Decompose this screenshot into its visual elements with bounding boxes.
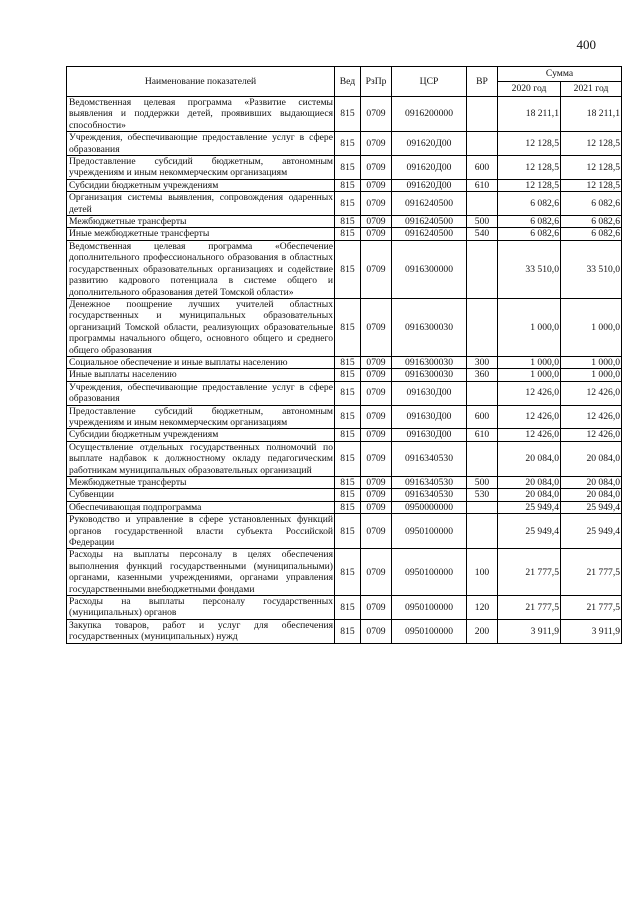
table-row [67, 298, 622, 356]
cell-rzpr: 0709 [361, 179, 392, 191]
cell-rzpr: 0709 [361, 240, 392, 298]
table-row [67, 514, 622, 549]
cell-vr: 100 [467, 549, 498, 596]
header-row [67, 67, 622, 82]
cell-name: Осуществление отдельных государственных полномочий по выплате надбавок к должностному окладу педагогическим работникам муниципальных образовательных организаций [67, 441, 335, 476]
table-row [67, 228, 622, 240]
cell-name: Межбюджетные трансферты [67, 477, 335, 489]
cell-csr: 0916300030 [392, 298, 467, 356]
cell-vr [467, 441, 498, 476]
cell-vr: 300 [467, 356, 498, 368]
cell-csr: 0916300000 [392, 240, 467, 298]
table-row [67, 132, 622, 156]
table-row [67, 549, 622, 596]
cell-rzpr: 0709 [361, 228, 392, 240]
cell-csr: 0916340530 [392, 441, 467, 476]
table-row [67, 216, 622, 228]
cell-rzpr: 0709 [361, 441, 392, 476]
cell-rzpr: 0709 [361, 216, 392, 228]
cell-name: Иные межбюджетные трансферты [67, 228, 335, 240]
cell-2020: 20 084,0 [498, 441, 561, 476]
cell-name: Субсидии бюджетным учреждениям [67, 179, 335, 191]
cell-name: Закупка товаров, работ и услуг для обеспечения государственных (муниципальных) нужд [67, 619, 335, 643]
cell-csr: 0950000000 [392, 501, 467, 513]
cell-ved: 815 [335, 596, 361, 620]
cell-vr [467, 192, 498, 216]
cell-name: Иные выплаты населению [67, 369, 335, 381]
cell-csr: 091630Д00 [392, 405, 467, 429]
cell-2020: 33 510,0 [498, 240, 561, 298]
cell-rzpr: 0709 [361, 501, 392, 513]
cell-ved: 815 [335, 441, 361, 476]
cell-csr: 091620Д00 [392, 156, 467, 180]
cell-2020: 12 426,0 [498, 381, 561, 405]
cell-csr: 0916240500 [392, 228, 467, 240]
cell-name: Ведомственная целевая программа «Обеспечение дополнительного профессионального образования в областных государственных образовательных организациях и содействие развитию кадрового потенциала в системе общего и дополнительного образования детей Томской области» [67, 240, 335, 298]
cell-rzpr: 0709 [361, 429, 392, 441]
cell-rzpr: 0709 [361, 619, 392, 643]
cell-2021: 20 084,0 [561, 477, 622, 489]
cell-vr: 500 [467, 477, 498, 489]
cell-ved: 815 [335, 549, 361, 596]
cell-2021: 6 082,6 [561, 228, 622, 240]
header-2020: 2020 год [498, 82, 561, 97]
cell-ved: 815 [335, 156, 361, 180]
cell-rzpr: 0709 [361, 381, 392, 405]
cell-2021: 25 949,4 [561, 501, 622, 513]
cell-vr [467, 501, 498, 513]
cell-ved: 815 [335, 381, 361, 405]
cell-2021: 1 000,0 [561, 356, 622, 368]
cell-vr: 600 [467, 156, 498, 180]
cell-name: Руководство и управление в сфере установленных функций органов государственной власти субъекта Российской Федерации [67, 514, 335, 549]
cell-csr: 091630Д00 [392, 429, 467, 441]
header-name: Наименование показателей [67, 67, 335, 97]
cell-ved: 815 [335, 216, 361, 228]
cell-2021: 25 949,4 [561, 514, 622, 549]
cell-2021: 6 082,6 [561, 216, 622, 228]
cell-rzpr: 0709 [361, 132, 392, 156]
cell-ved: 815 [335, 298, 361, 356]
cell-2020: 1 000,0 [498, 369, 561, 381]
cell-csr: 0916300030 [392, 356, 467, 368]
cell-2020: 6 082,6 [498, 216, 561, 228]
cell-ved: 815 [335, 132, 361, 156]
header-ved: Вед [335, 67, 361, 97]
cell-2021: 3 911,9 [561, 619, 622, 643]
cell-rzpr: 0709 [361, 489, 392, 501]
table-row [67, 477, 622, 489]
cell-csr: 0950100000 [392, 549, 467, 596]
cell-ved: 815 [335, 369, 361, 381]
table-row [67, 369, 622, 381]
cell-2021: 12 426,0 [561, 429, 622, 441]
table-row [67, 441, 622, 476]
cell-2020: 1 000,0 [498, 356, 561, 368]
cell-2020: 21 777,5 [498, 596, 561, 620]
cell-ved: 815 [335, 228, 361, 240]
cell-ved: 815 [335, 240, 361, 298]
table-row [67, 192, 622, 216]
cell-rzpr: 0709 [361, 369, 392, 381]
cell-2021: 18 211,1 [561, 97, 622, 132]
cell-vr [467, 240, 498, 298]
cell-ved: 815 [335, 192, 361, 216]
cell-2020: 6 082,6 [498, 192, 561, 216]
cell-2020: 21 777,5 [498, 549, 561, 596]
budget-table [66, 66, 622, 644]
cell-vr [467, 381, 498, 405]
cell-2021: 1 000,0 [561, 369, 622, 381]
cell-ved: 815 [335, 179, 361, 191]
cell-name: Расходы на выплаты персоналу государственных (муниципальных) органов [67, 596, 335, 620]
cell-rzpr: 0709 [361, 549, 392, 596]
cell-2021: 21 777,5 [561, 596, 622, 620]
cell-csr: 0916240500 [392, 216, 467, 228]
cell-csr: 091620Д00 [392, 179, 467, 191]
cell-csr: 0916240500 [392, 192, 467, 216]
cell-name: Расходы на выплаты персоналу в целях обеспечения выполнения функций государственными (муниципальными) органами, казенными учреждениями, органами управления государственными внебюджетными фондами [67, 549, 335, 596]
table-body [67, 97, 622, 644]
cell-2021: 20 084,0 [561, 441, 622, 476]
cell-rzpr: 0709 [361, 477, 392, 489]
cell-csr: 0916200000 [392, 97, 467, 132]
cell-vr [467, 132, 498, 156]
cell-2020: 12 426,0 [498, 429, 561, 441]
cell-2021: 20 084,0 [561, 489, 622, 501]
cell-2021: 12 426,0 [561, 405, 622, 429]
cell-name: Субвенции [67, 489, 335, 501]
table-row [67, 489, 622, 501]
cell-csr: 0916340530 [392, 477, 467, 489]
cell-rzpr: 0709 [361, 356, 392, 368]
cell-2021: 6 082,6 [561, 192, 622, 216]
cell-name: Учреждения, обеспечивающие предоставление услуг в сфере образования [67, 381, 335, 405]
table-row [67, 405, 622, 429]
cell-vr: 500 [467, 216, 498, 228]
cell-ved: 815 [335, 514, 361, 549]
cell-rzpr: 0709 [361, 514, 392, 549]
cell-name: Денежное поощрение лучших учителей областных государственных и муниципальных образовательных организаций Томской области, реализующих образовательные программы начального общего, основного общего и среднего общего образования [67, 298, 335, 356]
page-number: 400 [576, 37, 596, 52]
cell-2021: 12 128,5 [561, 179, 622, 191]
cell-2021: 21 777,5 [561, 549, 622, 596]
table-row [67, 381, 622, 405]
header-vr: ВР [467, 67, 498, 97]
cell-csr: 091620Д00 [392, 132, 467, 156]
cell-rzpr: 0709 [361, 596, 392, 620]
cell-csr: 0950100000 [392, 514, 467, 549]
header-2021: 2021 год [561, 82, 622, 97]
cell-name: Субсидии бюджетным учреждениям [67, 429, 335, 441]
cell-vr: 610 [467, 179, 498, 191]
cell-name: Ведомственная целевая программа «Развитие системы выявления и поддержки детей, проявивших выдающиеся способности» [67, 97, 335, 132]
cell-ved: 815 [335, 477, 361, 489]
cell-name: Межбюджетные трансферты [67, 216, 335, 228]
cell-name: Предоставление субсидий бюджетным, автономным учреждениям и иным некоммерческим организациям [67, 156, 335, 180]
cell-rzpr: 0709 [361, 97, 392, 132]
cell-2020: 12 128,5 [498, 132, 561, 156]
cell-vr: 530 [467, 489, 498, 501]
header-csr: ЦСР [392, 67, 467, 97]
cell-vr [467, 97, 498, 132]
cell-csr: 0916340530 [392, 489, 467, 501]
table-row [67, 429, 622, 441]
cell-rzpr: 0709 [361, 156, 392, 180]
cell-vr: 120 [467, 596, 498, 620]
cell-2020: 12 128,5 [498, 156, 561, 180]
cell-name: Обеспечивающая подпрограмма [67, 501, 335, 513]
cell-name: Организация системы выявления, сопровождения одаренных детей [67, 192, 335, 216]
cell-2020: 3 911,9 [498, 619, 561, 643]
cell-vr [467, 514, 498, 549]
cell-rzpr: 0709 [361, 192, 392, 216]
cell-2021: 12 128,5 [561, 156, 622, 180]
cell-name: Предоставление субсидий бюджетным, автономным учреждениям и иным некоммерческим организациям [67, 405, 335, 429]
cell-ved: 815 [335, 429, 361, 441]
cell-ved: 815 [335, 501, 361, 513]
cell-rzpr: 0709 [361, 298, 392, 356]
cell-2020: 25 949,4 [498, 514, 561, 549]
table-row [67, 156, 622, 180]
table-row [67, 596, 622, 620]
cell-rzpr: 0709 [361, 405, 392, 429]
table-row [67, 97, 622, 132]
cell-ved: 815 [335, 489, 361, 501]
table-row [67, 501, 622, 513]
cell-csr: 0950100000 [392, 619, 467, 643]
cell-vr: 600 [467, 405, 498, 429]
cell-2020: 1 000,0 [498, 298, 561, 356]
header-rzpr: РзПр [361, 67, 392, 97]
cell-2020: 20 084,0 [498, 489, 561, 501]
cell-2021: 33 510,0 [561, 240, 622, 298]
cell-vr: 610 [467, 429, 498, 441]
cell-2020: 25 949,4 [498, 501, 561, 513]
table-row [67, 356, 622, 368]
table-row [67, 619, 622, 643]
cell-ved: 815 [335, 97, 361, 132]
cell-2020: 12 128,5 [498, 179, 561, 191]
cell-csr: 091630Д00 [392, 381, 467, 405]
cell-ved: 815 [335, 356, 361, 368]
cell-2021: 12 426,0 [561, 381, 622, 405]
cell-2020: 18 211,1 [498, 97, 561, 132]
cell-2020: 6 082,6 [498, 228, 561, 240]
cell-2020: 20 084,0 [498, 477, 561, 489]
cell-vr [467, 298, 498, 356]
cell-ved: 815 [335, 619, 361, 643]
cell-vr: 200 [467, 619, 498, 643]
cell-2021: 12 128,5 [561, 132, 622, 156]
cell-2020: 12 426,0 [498, 405, 561, 429]
cell-2021: 1 000,0 [561, 298, 622, 356]
cell-name: Учреждения, обеспечивающие предоставление услуг в сфере образования [67, 132, 335, 156]
cell-csr: 0916300030 [392, 369, 467, 381]
cell-vr: 540 [467, 228, 498, 240]
cell-csr: 0950100000 [392, 596, 467, 620]
header-sum: Сумма [498, 67, 622, 82]
cell-name: Социальное обеспечение и иные выплаты населению [67, 356, 335, 368]
cell-ved: 815 [335, 405, 361, 429]
table-row [67, 179, 622, 191]
cell-vr: 360 [467, 369, 498, 381]
table-row [67, 240, 622, 298]
